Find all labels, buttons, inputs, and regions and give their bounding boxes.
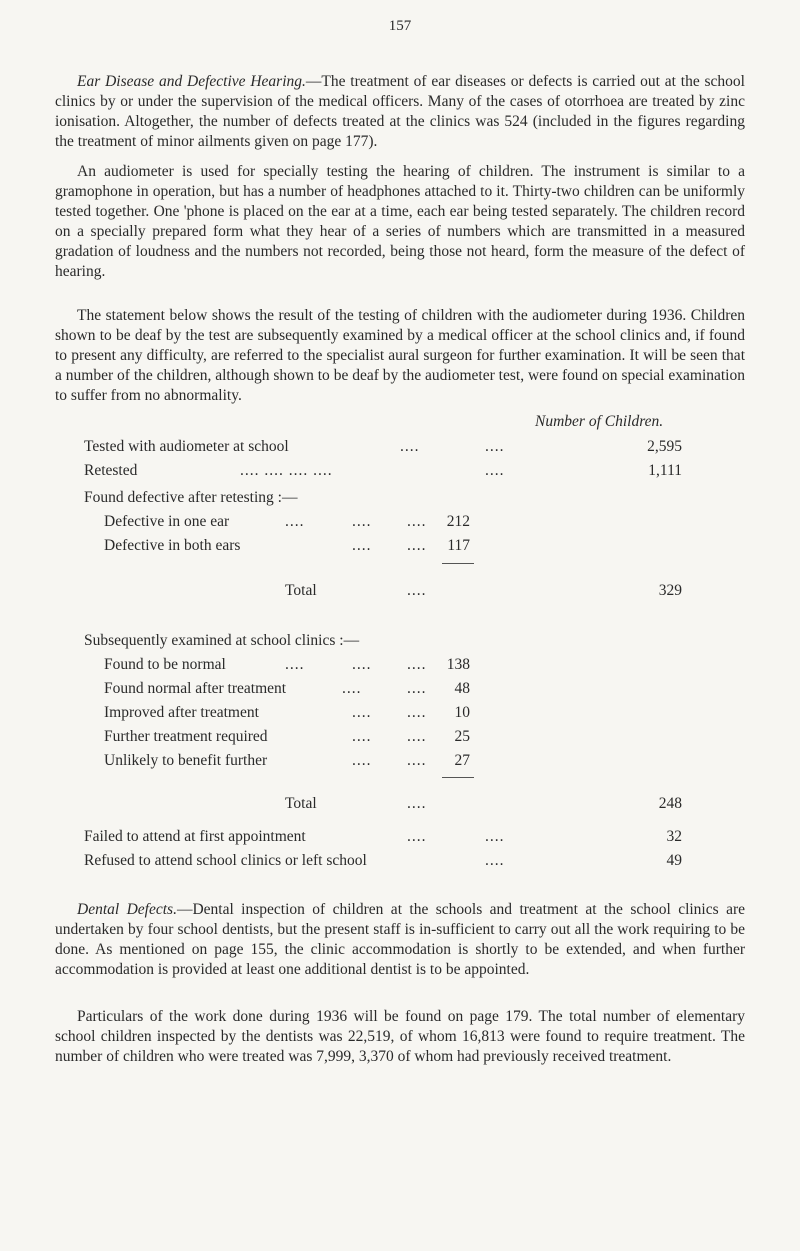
row-leader: .... — [352, 513, 372, 530]
row-leader: .... — [285, 656, 305, 673]
row-leader: .... — [407, 582, 427, 599]
row-label: Defective in one ear — [104, 513, 230, 530]
row-label: Unlikely to benefit further — [104, 752, 268, 769]
column-heading: Number of Children. — [535, 413, 664, 430]
subtotal-rule — [442, 563, 474, 564]
ear-section-heading: Ear Disease and Defective Hearing. — [77, 73, 306, 90]
row-label: Failed to attend at first appointment — [84, 828, 306, 845]
row-label: Found normal after treatment — [104, 680, 287, 697]
row-value: 248 — [658, 795, 682, 812]
row-leader: .... — [352, 656, 372, 673]
row-leader: .... — [407, 752, 427, 769]
row-value: 48 — [454, 680, 470, 697]
row-value: 32 — [666, 828, 682, 845]
row-label: Refused to attend school clinics or left school — [84, 852, 367, 869]
row-value: 1,111 — [648, 462, 682, 479]
row-value: 117 — [447, 537, 470, 554]
row-leader: .... — [485, 462, 505, 479]
dental-section-heading: Dental Defects. — [77, 901, 177, 918]
row-leader: .... — [485, 438, 505, 455]
row-value: 329 — [658, 582, 682, 599]
row-leader: .... — [342, 680, 362, 697]
row-leader: .... — [352, 537, 372, 554]
page-number: 157 — [388, 18, 412, 34]
row-leader: .... — [352, 728, 372, 745]
row-label: Retested — [84, 462, 138, 479]
row-leader: .... .... .... .... — [240, 462, 333, 479]
ear-paragraph-1 — [55, 72, 745, 152]
subsequently-heading: Subsequently examined at school clinics :— — [84, 632, 360, 649]
row-leader: .... — [352, 704, 372, 721]
row-leader: .... — [407, 680, 427, 697]
subtotal-rule — [442, 777, 474, 778]
dental-paragraph-1-text: —Dental inspection of children at the schools and treatment at the school clinics are undertaken by four school dentists, but the present staff is in-sufficient to carry out all the work requiring to be done. As mentioned on page 155, the clinic accommodation is shortly to be extended, and when further accommodation is provided at least one additional dentist is to be appointed. — [55, 901, 745, 978]
row-label: Total — [285, 582, 317, 599]
row-label: Found to be normal — [104, 656, 226, 673]
row-leader: .... — [407, 728, 427, 745]
row-leader: .... — [400, 438, 420, 455]
row-leader: .... — [407, 513, 427, 530]
row-value: 27 — [454, 752, 470, 769]
row-leader: .... — [352, 752, 372, 769]
ear-paragraph-1-text: —The treatment of ear diseases or defects is carried out at the school clinics by or under the supervision of the medical officers. Many of the cases of otorrhoea are treated by zinc ionisation. Altogether, the number of defects treated at the clinics was 524 (included in the figures regarding the treatment of minor ailments given on page 177). — [55, 73, 745, 150]
row-leader: .... — [407, 656, 427, 673]
ear-paragraph-2: An audiometer is used for specially testing the hearing of children. The instrument is similar to a gramophone in operation, but has a number of headphones attached to it. Thirty-two children can be uniformly tested together. One 'phone is placed on the ear at a time, each ear being tested separately. The children record on a specially prepared form what they hear of a series of numbers which are transmitted in a measured gradation of loudness and the numbers not recorded, being those not heard, form the measure of the defect of hearing. — [55, 163, 745, 280]
row-leader: .... — [485, 828, 505, 845]
row-value: 25 — [454, 728, 470, 745]
row-leader: .... — [407, 537, 427, 554]
row-leader: .... — [285, 513, 305, 530]
dental-paragraph-2: Particulars of the work done during 1936 will be found on page 179. The total number of elementary school children inspected by the dentists was 22,519, of whom 16,813 were found to require treatment. The number of children who were treated was 7,999, 3,370 of whom had previously received treatment. — [55, 1008, 745, 1065]
row-leader: .... — [407, 704, 427, 721]
row-label: Tested with audiometer at school — [84, 438, 289, 455]
row-value: 2,595 — [647, 438, 682, 455]
dental-paragraph-1 — [55, 900, 745, 980]
row-value: 49 — [666, 852, 682, 869]
found-defective-heading: Found defective after retesting :— — [84, 489, 298, 506]
row-leader: .... — [407, 828, 427, 845]
row-label: Total — [285, 795, 317, 812]
row-label: Improved after treatment — [104, 704, 259, 721]
row-label: Further treatment required — [104, 728, 268, 745]
row-leader: .... — [407, 795, 427, 812]
ear-paragraph-3: The statement below shows the result of the testing of children with the audiometer during 1936. Children shown to be deaf by the test are subsequently examined by a medical officer at the school clinics and, if found to present any difficulty, are referred to the specialist aural surgeon for further examination. It will be seen that a number of the children, although shown to be deaf by the audiometer test, were found on special examination to suffer from no abnormality. — [55, 307, 745, 404]
row-value: 10 — [454, 704, 470, 721]
row-value: 138 — [446, 656, 470, 673]
row-leader: .... — [485, 852, 505, 869]
row-label: Defective in both ears — [104, 537, 241, 554]
row-value: 212 — [446, 513, 470, 530]
